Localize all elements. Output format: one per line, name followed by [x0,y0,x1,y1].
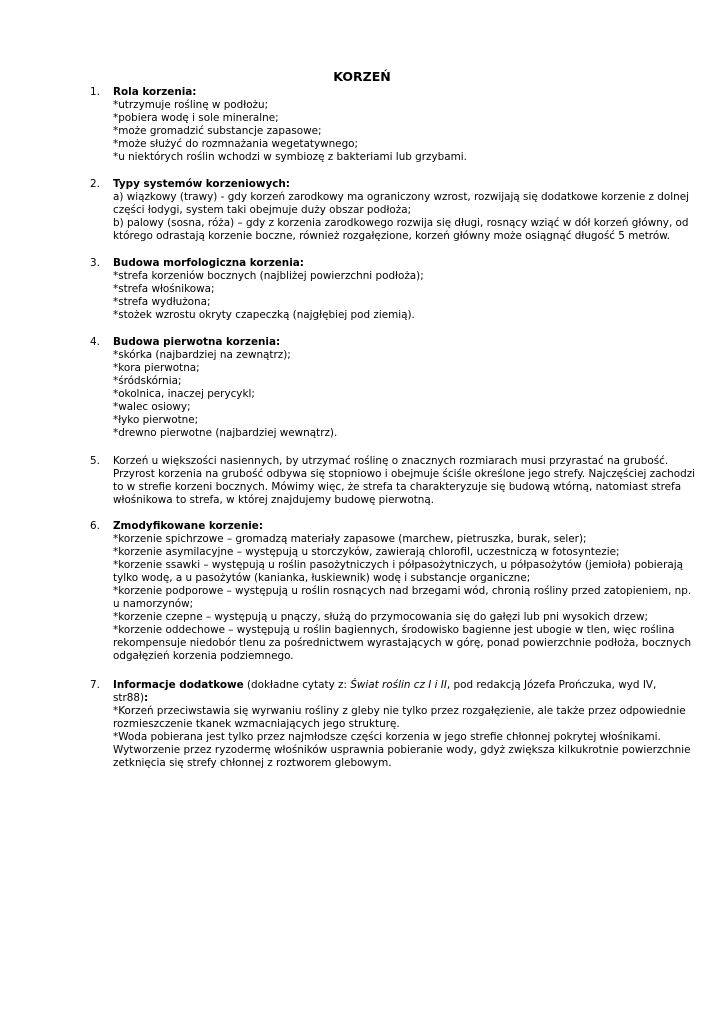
section-1 [90,86,670,164]
section-number: 3. [90,257,100,269]
section-heading: Budowa morfologiczna korzenia: [113,257,304,269]
list-item: *łyko pierwotne; [113,414,199,426]
list-item: *strefa włośnikowa; [113,283,215,295]
list-item: *utrzymuje roślinę w podłożu; [113,99,269,111]
section-number: 1. [90,86,100,98]
section-number: 2. [90,178,100,190]
paragraph-line: *Woda pobierana jest tylko przez najmłodsze części korzenia w jego strefie chłonnej pokrytej włośnikami. [113,731,661,743]
list-item: *skórka (najbardziej na zewnątrz); [113,349,291,361]
list-item: *korzenie ssawki – występują u roślin pasożytniczych i półpasożytniczych, u półpasożytów (jemioła) pobierają [113,559,683,571]
list-item: u namorzynów; [113,598,194,610]
list-item: rekompensuje niedobór tlenu za pośrednictwem wyrastających w górę, ponad powierzchnie podłoża, bocznych [113,637,692,649]
list-item: *drewno pierwotne (najbardziej wewnątrz). [113,427,338,439]
paragraph-line: Korzeń u większości nasiennych, by utrzymać roślinę o znacznych rozmiarach musi przyrastać na grubość. [113,455,669,467]
citation-colon: : [144,692,149,704]
list-item: *może gromadzić substancje zapasowe; [113,125,322,137]
list-item: *korzenie oddechowe – występują u roślin bagiennych, środowisko bagienne jest ubogie w tlen, więc roślina [113,624,675,636]
section-7 [90,679,691,770]
paragraph-line: Przyrost korzenia na grubość odbywa się stopniowo i obejmuje ściśle określone jego strefy. Najczęściej zachodzi [113,468,696,480]
paragraph-line: którego odrastają korzenie boczne, również rozgałęzione, korzeń główny może osiągnąć długość 5 metrów. [113,230,671,242]
list-item: *strefa korzeniów bocznych (najbliżej powierzchni podłoża); [113,270,424,282]
list-item: *korzenie podporowe – występują u roślin rosnących nad brzegami wód, chronią rośliny przed zatopieniem, np. [113,585,692,597]
list-item: *pobiera wodę i sole mineralne; [113,112,279,124]
section-heading: Budowa pierwotna korzenia: [113,336,281,348]
paragraph-line: *Korzeń przeciwstawia się wyrwaniu rośliny z gleby nie tylko przez rozgałęzienie, ale także przez odpowiednie [113,705,686,717]
section-6 [90,520,692,663]
paragraph-line: zetknięcia się strefy chłonnej z roztworem glebowym. [113,757,392,769]
section-5 [90,455,696,507]
page-title: KORZEŃ [333,69,391,84]
section-number: 7. [90,679,100,691]
section-heading-line [113,679,670,692]
list-item: *u niektórych roślin wchodzi w symbiozę z bakteriami lub grzybami. [113,151,467,163]
list-item: *korzenie asymilacyjne – występują u storczyków, zawierają chlorofil, uczestniczą w fotosyntezie; [113,546,620,558]
list-item: *strefa wydłużona; [113,296,211,308]
section-heading: Typy systemów korzeniowych: [113,178,290,190]
citation-page: str88) [113,692,145,704]
list-item: *stożek wzrostu okryty czapeczką (najgłębiej pod ziemią). [113,309,415,321]
section-heading: Rola korzenia: [113,86,197,98]
list-item: tylko wodę, a u pasożytów (kanianka, łuskiewnik) wodę i substancje organiczne; [113,572,531,584]
citation-title: Świat roślin cz I i II [350,679,447,691]
paragraph-line: to w strefie korzeni bocznych. Mówimy więc, że strefa ta charakteryzuje się budową wtórną, natomiast strefa [113,481,682,493]
list-item: *okolnica, inaczej perycykl; [113,388,255,400]
list-item: *śródskórnia; [113,375,182,387]
section-4 [90,336,670,440]
section-2 [90,178,689,243]
section-3 [90,257,670,322]
list-item: *walec osiowy; [113,401,191,413]
list-item: *kora pierwotna; [113,362,200,374]
list-item: *korzenie spichrzowe – gromadzą materiały zapasowe (marchew, pietruszka, burak, seler); [113,533,587,545]
paragraph-line: Wytworzenie przez ryzodermę włośników usprawnia pobieranie wody, gdyż zwiększa kilkukrotnie powierzchnie [113,744,691,756]
section-heading-line [113,692,670,705]
list-item: *może służyć do rozmnażania wegetatywnego; [113,138,359,150]
section-number: 6. [90,520,100,532]
paragraph-line: b) palowy (sosna, róża) – gdy z korzenia zarodkowego rozwija się długi, rosnący wziąć w dół korzeń główny, od [113,217,689,229]
section-heading: Informacje dodatkowe [113,679,244,691]
paragraph-line: a) wiązkowy (trawy) - gdy korzeń zarodkowy ma ograniczony wzrost, rozwijają się dodatkowe korzenie z dolnej [113,191,689,203]
list-item: *korzenie czepne – występują u pnączy, służą do przymocowania się do gałęzi lub pni wysokich drzew; [113,611,648,623]
citation-suffix: , pod redakcją Józefa Prończuka, wyd IV, [446,679,657,691]
paragraph-line: włośnikowa to strefa, w której znajdujemy budowę pierwotną. [113,494,435,506]
paragraph-line: rozmieszczenie tkanek wzmacniających jego strukturę. [113,718,400,730]
section-heading: Zmodyfikowane korzenie: [113,520,264,532]
section-number: 5. [90,455,100,467]
paragraph-line: części łodygi, system taki obejmuje duży obszar podłoża; [113,204,412,216]
citation-prefix: (dokładne cytaty z: [243,679,351,691]
list-item: odgałęzień korzenia podziemnego. [113,650,294,662]
section-number: 4. [90,336,100,348]
